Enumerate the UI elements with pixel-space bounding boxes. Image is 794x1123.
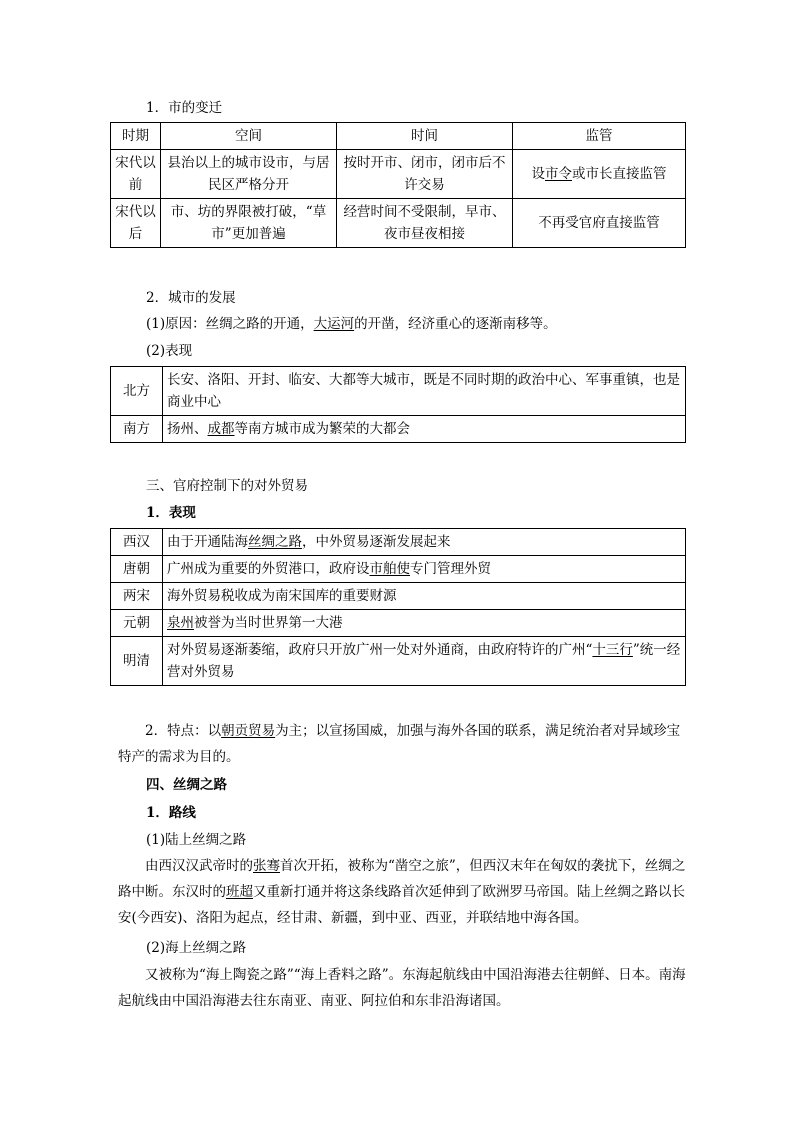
underlined-term: 十三行 <box>592 642 633 658</box>
content-cell <box>163 637 686 686</box>
performance-heading: (2)表现 <box>146 343 193 359</box>
text-fragment: 被誉为当时世界第一大港 <box>194 615 343 631</box>
text-fragment: 又重新打通并将这条线路首次延伸到了欧洲罗马帝国。陆上丝绸之路以长安(今西安)、洛阳为起点，经甘肃、新疆，到中亚、西亚，并联结地中海各国。 <box>118 884 685 926</box>
content-cell: 海外贸易税收成为南宋国库的重要财源 <box>163 583 686 610</box>
sea-route-paragraph: 又被称为“海上陶瓷之路”“海上香料之路”。东海起航线由中国沿海港去往朝鲜、日本。南海起航线由中国沿海港去往东南亚、南亚、阿拉伯和东非沿海诸国。 <box>118 967 686 1009</box>
column-header: 空间 <box>161 123 337 150</box>
underlined-term: 丝绸之路 <box>248 534 302 550</box>
content-cell <box>163 529 686 556</box>
content-cell <box>163 416 686 443</box>
text-fragment: 或市长直接监管 <box>572 166 667 182</box>
dynasty-cell: 两宋 <box>111 583 163 610</box>
content-cell <box>163 610 686 637</box>
content-cell: 长安、洛阳、开封、临安、大都等大城市，既是不同时期的政治中心、军事重镇，也是商业中心 <box>163 367 686 416</box>
column-header: 时期 <box>111 123 161 150</box>
table-row <box>111 556 686 583</box>
supervision-cell <box>513 150 686 199</box>
text-fragment: 由西汉汉武帝时的 <box>145 858 253 874</box>
underlined-term: 市令 <box>545 166 572 182</box>
text-fragment: 对外贸易逐渐萎缩，政府只开放广州一处对外通商，由政府特许的广州“ <box>167 642 593 658</box>
table-row <box>111 529 686 556</box>
subheading-route: 1．路线 <box>146 805 196 821</box>
table-row <box>111 610 686 637</box>
space-cell: 县治以上的城市设市，与居民区严格分开 <box>161 150 337 199</box>
text-fragment: 扬州、 <box>167 421 208 437</box>
underlined-term: 市舶使 <box>369 561 410 577</box>
text-fragment: 首次开拓，被称为“凿空之旅”，但西汉末年在匈奴的袭扰下，丝绸之路中断。东汉时的 <box>118 858 686 900</box>
section-heading-market-change: 1．市的变迁 <box>146 100 223 116</box>
period-cell: 宋代以前 <box>111 150 161 199</box>
sea-route-title: (2)海上丝绸之路 <box>146 940 247 956</box>
text-fragment: 广州成为重要的外贸港口，政府设 <box>167 561 370 577</box>
table-row <box>111 150 686 199</box>
text-fragment: (1)原因：丝绸之路的开通， <box>146 316 314 332</box>
underlined-term: 大运河 <box>313 316 355 332</box>
market-change-table <box>110 122 686 248</box>
dynasty-cell: 明清 <box>111 637 163 686</box>
table-row <box>111 199 686 248</box>
dynasty-cell: 元朝 <box>111 610 163 637</box>
text-fragment: 2．特点：以 <box>145 723 222 739</box>
underlined-term: 朝贡贸易 <box>221 723 276 739</box>
text-fragment: 为主；以宣扬国威，加强与海外各国的联系，满足统治者对异域珍宝特产的需求为目的。 <box>118 723 681 765</box>
dynasty-cell: 唐朝 <box>111 556 163 583</box>
underlined-term: 泉州 <box>167 615 194 631</box>
text-fragment: 的开凿，经济重心的逐渐南移等。 <box>354 316 557 332</box>
time-cell: 按时开市、闭市，闭市后不许交易 <box>337 150 513 199</box>
column-header: 监管 <box>513 123 686 150</box>
text-fragment: ，中外贸易逐渐发展起来 <box>302 534 451 550</box>
space-cell: 市、坊的界限被打破，“草市”更加普遍 <box>161 199 337 248</box>
region-cell: 南方 <box>111 416 163 443</box>
underlined-term: 班超 <box>226 884 253 900</box>
content-cell <box>163 556 686 583</box>
text-fragment: 由于开通陆海 <box>167 534 248 550</box>
foreign-trade-table <box>110 528 686 686</box>
table-row <box>111 416 686 443</box>
land-route-paragraph <box>118 853 688 931</box>
text-fragment: ”统一经营对外贸易 <box>167 642 681 680</box>
text-fragment: 专门管理外贸 <box>410 561 491 577</box>
section-heading-silk-road: 四、丝绸之路 <box>146 777 227 793</box>
region-cell: 北方 <box>111 367 163 416</box>
table-row <box>111 367 686 416</box>
table-row <box>111 583 686 610</box>
supervision-cell: 不再受官府直接监管 <box>513 199 686 248</box>
city-development-table <box>110 366 686 443</box>
feature-paragraph <box>118 718 688 770</box>
section-heading-city-development: 2．城市的发展 <box>146 290 236 306</box>
reason-line <box>146 314 557 334</box>
time-cell: 经营时间不受限制，早市、夜市昼夜相接 <box>337 199 513 248</box>
period-cell: 宋代以后 <box>111 199 161 248</box>
text-fragment: 等南方城市成为繁荣的大都会 <box>234 421 410 437</box>
table-row <box>111 637 686 686</box>
underlined-term: 张骞 <box>253 858 280 874</box>
column-header: 时间 <box>337 123 513 150</box>
text-fragment: 设 <box>531 166 545 182</box>
table-header-row <box>111 123 686 150</box>
underlined-term: 成都 <box>207 421 235 437</box>
section-heading-foreign-trade: 三、官府控制下的对外贸易 <box>146 478 308 494</box>
dynasty-cell: 西汉 <box>111 529 163 556</box>
land-route-title: (1)陆上丝绸之路 <box>146 832 247 848</box>
subheading-performance: 1．表现 <box>146 505 196 521</box>
